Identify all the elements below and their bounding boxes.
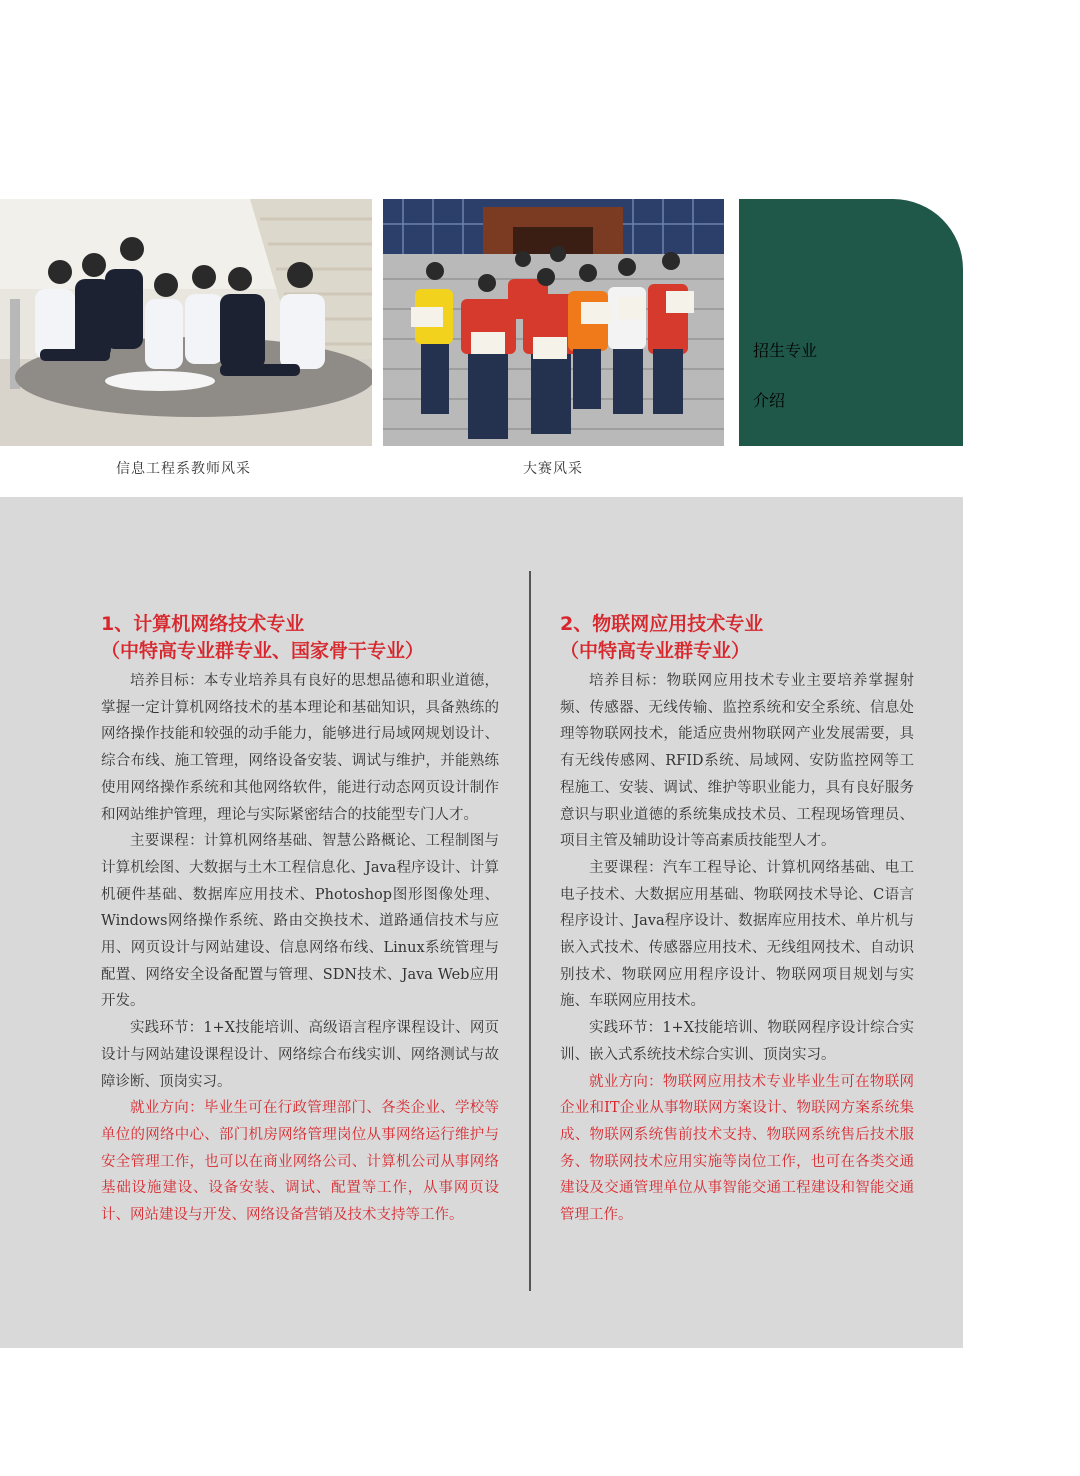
major-1-courses: 主要课程：计算机网络基础、智慧公路概论、工程制图与计算机绘图、大数据与土木工程信息化、Java程序设计、计算机硬件基础、数据库应用技术、Photoshop图形图像处理、Windows网络操作系统、路由交换技术、道路通信技术与应用、网页设计与网站建设、信息网络布线、Linux系统管理与配置、网络安全设备配置与管理、SDN技术、Java Web应用开发。 [101,833,499,1010]
major-1-title: 1、计算机网络技术专业 [101,613,305,635]
major-2-title: 2、物联网应用技术专业 [560,613,764,635]
major-1-subtitle: （中特高专业群专业、国家骨干专业） [101,640,425,662]
major-2-subtitle: （中特高专业群专业） [560,640,751,662]
major-1-career: 就业方向：毕业生可在行政管理部门、各类企业、学校等单位的网络中心、部门机房网络管理岗位从事网络运行维护与安全管理工作，也可以在商业网络公司、计算机公司从事网络基础设施建设、设备安装、调试、配置等工作，从事网页设计、网站建设与开发、网络设备营销及技术支持等工作。 [101,1100,499,1224]
major-2-goal: 培养目标：物联网应用技术专业主要培养掌握射频、传感器、无线传输、监控系统和安全系统、信息处理等物联网技术，能适应贵州物联网产业发展需要，具有无线传感网、RFID系统、局域网、安防监控网等工程施工、安装、调试、维护等职业能力，具有良好服务意识与职业道德的系统集成技术员、工程现场管理员、项目主管及辅助设计等高素质技能型人才。 [560,673,914,850]
section-title-line-1: 招生专业 [753,341,818,360]
section-title-line-2: 介绍 [753,391,786,410]
major-1-practice: 实践环节：1+X技能培训、高级语言程序课程设计、网页设计与网站建设课程设计、网络综合布线实训、网络测试与故障诊断、顶岗实习。 [101,1020,499,1090]
contest-photo-caption: 大赛风采 [523,461,583,477]
column-divider [529,571,531,1291]
major-2 [560,611,914,1229]
teachers-photo-caption: 信息工程系教师风采 [116,461,251,477]
major-1 [101,611,499,1229]
major-2-career: 就业方向：物联网应用技术专业毕业生可在物联网企业和IT企业从事物联网方案设计、物联网方案系统集成、物联网系统售前技术支持、物联网系统售后技术服务、物联网技术应用实施等岗位工作，也可在各类交通建设及交通管理单位从事智能交通工程建设和智能交通管理工作。 [560,1073,914,1224]
major-2-practice: 实践环节：1+X技能培训、物联网程序设计综合实训、嵌入式系统技术综合实训、顶岗实习。 [560,1020,914,1063]
major-2-courses: 主要课程：汽车工程导论、计算机网络基础、电工电子技术、大数据应用基础、物联网技术导论、C语言程序设计、Java程序设计、数据库应用技术、单片机与嵌入式技术、传感器应用技术、无线组网技术、自动识别技术、物联网应用程序设计、物联网项目规划与实施、车联网应用技术。 [560,859,914,1010]
major-1-goal: 培养目标：本专业培养具有良好的思想品德和职业道德，掌握一定计算机网络技术的基本理论和基础知识，具备熟练的网络操作技能和较强的动手能力，能够进行局域网规划设计、综合布线、施工管理，网络设备安装、调试与维护，并能熟练使用网络操作系统和其他网络软件，能进行动态网页设计制作和网站维护管理，理论与实际紧密结合的技能型专门人才。 [101,673,499,823]
teachers-photo [0,199,372,446]
contest-photo [383,199,724,446]
